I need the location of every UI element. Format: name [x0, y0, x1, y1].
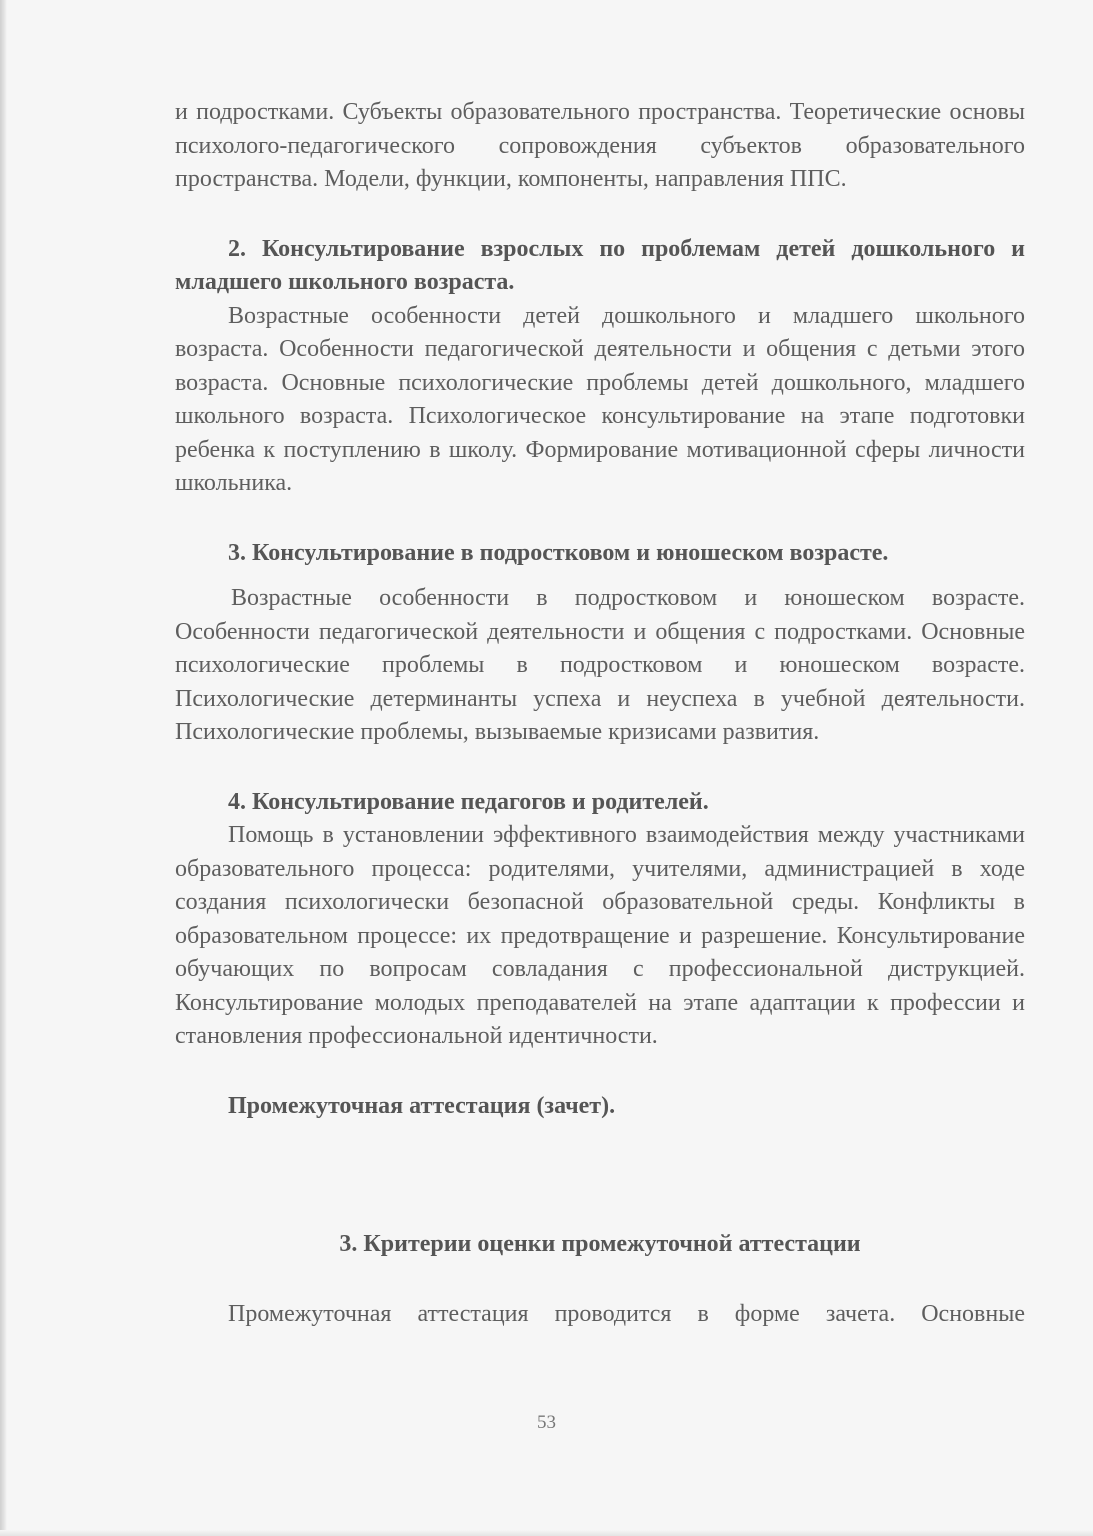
document-page: [175, 96, 1025, 1331]
intro-paragraph: и подростками. Субъекты образовательного пространства. Теоретические основы психолого-педагогического сопровождения субъектов образовательного пространства. Модели, функции, компоненты, направления ППС.: [175, 99, 1025, 192]
criteria-paragraph-start: Промежуточная аттестация проводится в форме зачета. Основные: [228, 1300, 1025, 1327]
scan-bottom-edge: [0, 1530, 1093, 1536]
section-2-heading: 2. Консультирование взрослых по проблемам детей дошкольного и младшего школьного возраста.: [175, 235, 1025, 295]
section-3-heading: 3. Консультирование в подростковом и юношеском возрасте.: [228, 539, 889, 566]
intermediate-certification-heading: Промежуточная аттестация (зачет).: [228, 1092, 616, 1119]
section-4-heading: 4. Консультирование педагогов и родителей.: [228, 788, 709, 815]
section-3-body: Возрастные особенности в подростковом и юношеском возрасте. Особенности педагогической деятельности и общения с подростками. Основные психологические проблемы в подростковом и юношеском возрасте. Психологические детерминанты успеха и неуспеха в учебной деятельности. Психологические проблемы, вызываемые кризисами развития.: [175, 585, 1025, 745]
page-number: 53: [537, 1412, 556, 1433]
section-4-body: Помощь в установлении эффективного взаимодействия между участниками образовательного процесса: родителями, учителями, администрацией в ходе создания психологически безопасной образовательной среды. Конфликты в образовательном процессе: их предотвращение и разрешение. Консультирование обучающих по вопросам совладания с профессиональной диструкцией. Консультирование молодых преподавателей на этапе адаптации к профессии и становления профессиональной идентичности.: [175, 822, 1025, 1049]
section-2-body: Возрастные особенности детей дошкольного и младшего школьного возраста. Особенности педагогической деятельности и общения с детьми этого возраста. Основные психологические проблемы детей дошкольного, младшего школьного возраста. Психологическое консультирование на этапе подготовки ребенка к поступлению в школу. Формирование мотивационной сферы личности школьника.: [175, 302, 1025, 496]
scan-left-edge: [0, 0, 7, 1536]
criteria-title: 3. Критерии оценки промежуточной аттестации: [339, 1231, 861, 1257]
